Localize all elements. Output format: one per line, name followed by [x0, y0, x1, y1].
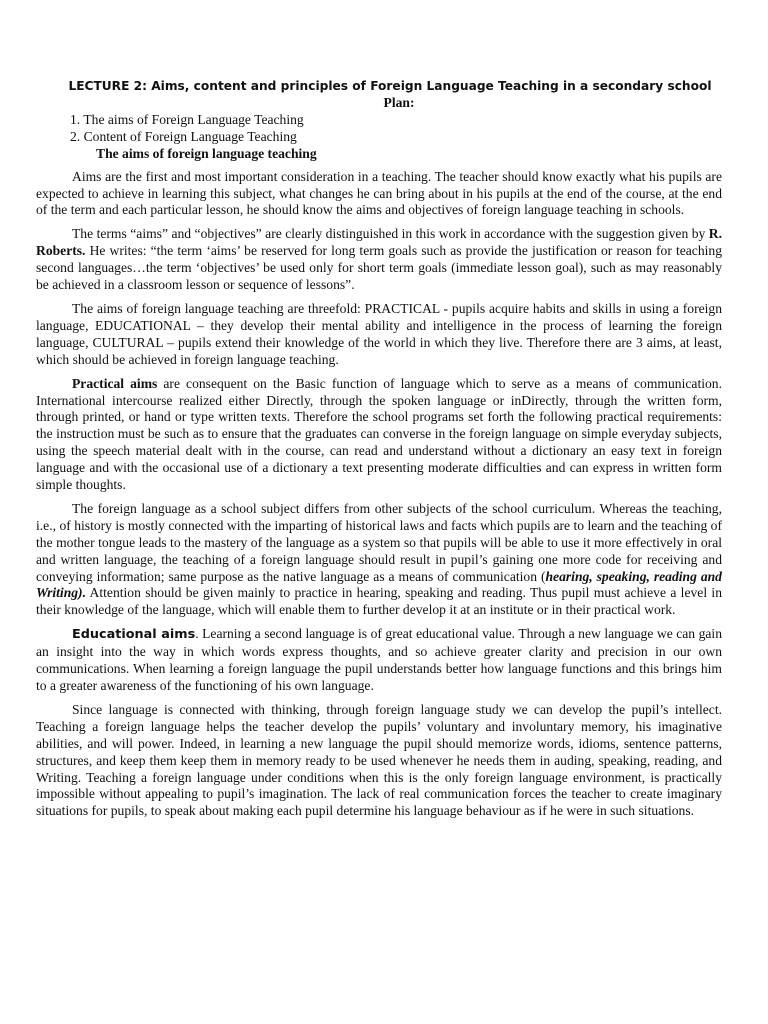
paragraph-5-text-a: The foreign language as a school subject differs from other subjects of the school curriculum. Whereas the teaching, i.e., of history is mostly connected with the imparting of historical laws and facts which pupils are to learn and the teaching of the mother tongue leads to the mastery of the language as a system so that pupils will be able to use it more effectively in oral and written language, the teaching of a foreign language should result in pupil’s gaining one more code for receiving and conveying information; same purpose as the native language as a means of communication ( — [36, 500, 722, 584]
paragraph-2-text-a: The terms “aims” and “objectives” are clearly distinguished in this work in accordance with the suggestion given by — [72, 226, 709, 242]
paragraph-2 — [36, 226, 722, 294]
paragraph-2-text-b: He writes: “the term ‘aims’ be reserved for long term goals such as provide the justification or reason for teaching second languages…the term ‘objectives’ be used only for short term goals (immediate lesson goal), such as may reasonably be achieved in a classroom lesson or sequence of lessons”. — [36, 243, 722, 293]
plan-item-2: 2. Content of Foreign Language Teaching — [70, 128, 297, 144]
paragraph-4-text: are consequent on the Basic function of language which to serve as a means of communication. International intercourse realized either Directly, through the spoken language or inDirectly, through the written form, through printed, or hand or type written texts. Therefore the school programs set forth the following practical requirements: the instruction must be such as to ensure that the graduates can converse in the foreign language on simple everyday subjects, using the speech material dealt with in the course, can read and understand without a dictionary an easy text in foreign language and with the occasional use of a dictionary a text presenting moderate difficulties and can express in written form simple thoughts. — [36, 375, 722, 493]
plan-heading: Plan: — [383, 95, 415, 110]
practical-aims-lead: Practical aims — [72, 375, 158, 391]
section-heading: The aims of foreign language teaching — [96, 145, 317, 161]
plan-item-1: 1. The aims of Foreign Language Teaching — [70, 111, 304, 127]
paragraph-4 — [36, 376, 722, 494]
paragraph-7: Since language is connected with thinking, through foreign language study we can develop the pupil’s intellect. Teaching a foreign language helps the teacher develop the pupils’ voluntary and involuntary memory, his imaginative abilities, and will power. Indeed, in learning a new language the pupil should memorize words, idioms, sentence patterns, structures, and keep them keep them in memory ready to be used whenever he needs them in auding, speaking, reading, and Writing. Teaching a foreign language under conditions when this is the only foreign language environment, is practically impossible without appealing to pupil’s imagination. The lack of real communication forces the teacher to create imaginary situations for pupils, to speak about making each pupil determine his language behaviour as if he were in such situations. — [36, 701, 722, 819]
paragraph-5-text-b: Attention should be given mainly to practice in hearing, speaking and reading. Thus pupil must achieve a level in their knowledge of the language, which will enable them to further develop it at an institute or in their practical work. — [36, 585, 722, 618]
skills-emphasis: hearing, speaking, reading and Writing). — [36, 568, 722, 601]
paragraph-6-text: . Learning a second language is of great educational value. Through a new language we can gain an insight into the way in which words express thoughts, and so achieve greater clarity and precision in our own communications. When learning a foreign language the pupil understands better how language functions and this brings him to a greater awareness of the functioning of his own language. — [36, 626, 723, 693]
paragraph-3: The aims of foreign language teaching are threefold: PRACTICAL - pupils acquire habits and skills in using a foreign language, EDUCATIONAL – they develop their mental ability and intelligence in the process of learning the foreign language, CULTURAL – pupils extend their knowledge of the world in which they live. Therefore there are 3 aims, at least, which should be achieved in foreign language teaching. — [36, 300, 722, 367]
paragraph-6 — [36, 626, 722, 695]
document-page — [36, 78, 722, 827]
educational-aims-lead: Educational aims — [72, 627, 196, 643]
paragraph-5 — [36, 501, 722, 619]
author-name: R. Roberts. — [36, 226, 722, 259]
lecture-title: LECTURE 2: Aims, content and principles of Foreign Language Teaching in a secondary school — [68, 79, 712, 93]
paragraph-1: Aims are the first and most important consideration in a teaching. The teacher should know exactly what his pupils are expected to achieve in learning this subject, what changes he can bring about in his pupils at the end of the course, at the end of the term and each particular lesson, he should know the aims and objectives of foreign language teaching in schools. — [36, 168, 722, 218]
